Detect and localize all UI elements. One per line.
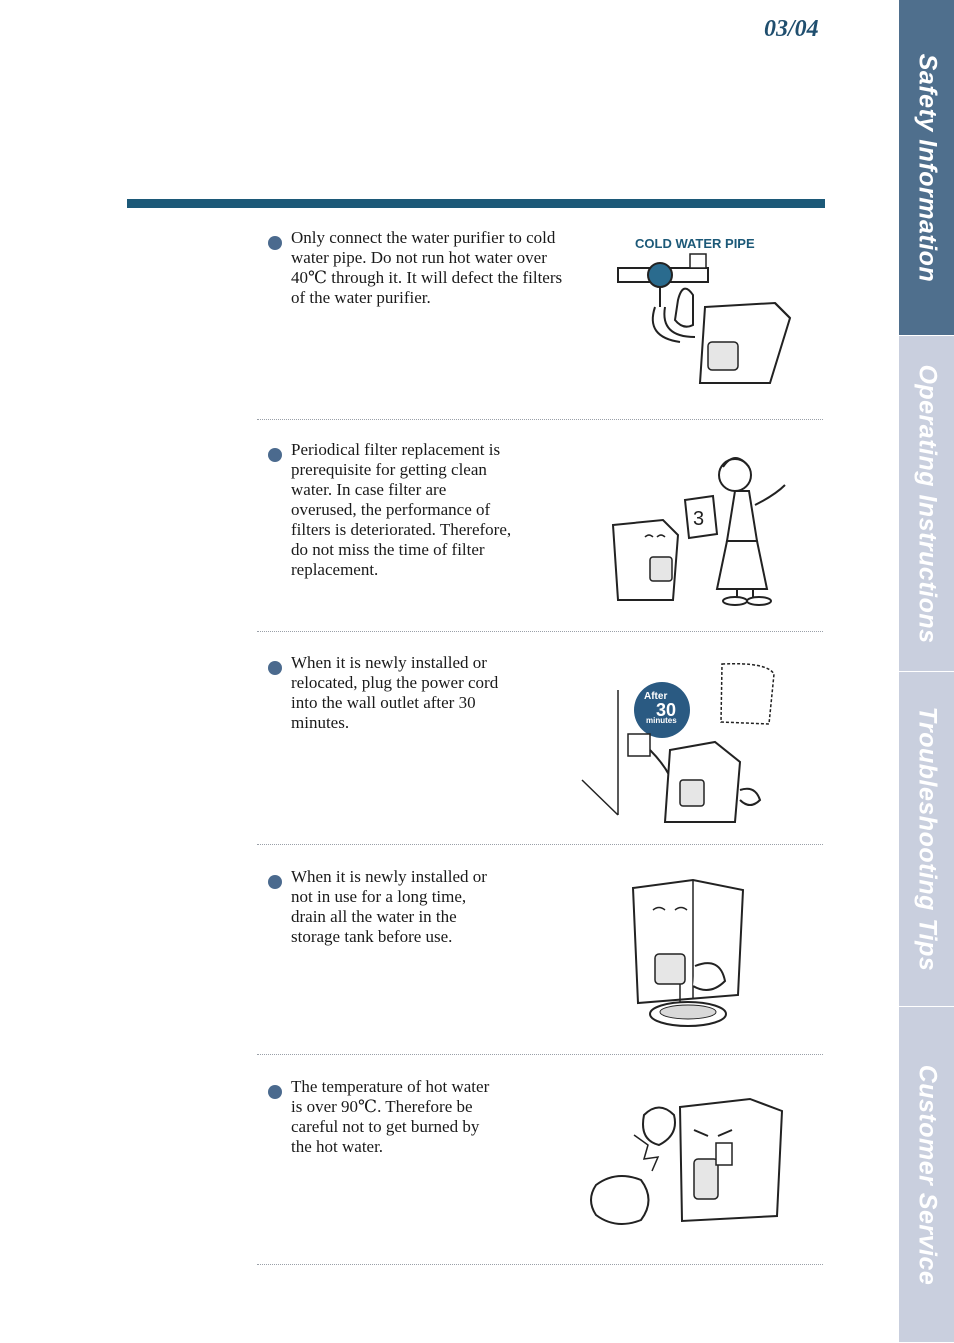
tab-customer-service[interactable] bbox=[899, 1007, 954, 1343]
tab-label: Operating Instructions bbox=[913, 363, 941, 644]
bullet-icon bbox=[268, 1085, 282, 1099]
illustration-label: COLD WATER PIPE bbox=[635, 236, 755, 251]
section-divider bbox=[257, 844, 823, 845]
safety-text: Periodical filter replacement is prerequisite for getting clean water. In case filter are overused, the performance of filters is deteriorated. Therefore, do not miss the time of filter replacement. bbox=[291, 440, 512, 579]
cold-water-pipe-illustration bbox=[610, 232, 800, 402]
section-divider bbox=[257, 1054, 823, 1055]
power-cord-illustration bbox=[580, 660, 800, 830]
badge-number: 30 bbox=[656, 700, 677, 720]
tab-troubleshooting-tips[interactable] bbox=[899, 672, 954, 1007]
section-divider bbox=[257, 631, 823, 632]
section-divider bbox=[257, 419, 823, 420]
page-number: 03/04 bbox=[764, 16, 819, 42]
side-tabs bbox=[899, 0, 954, 1342]
tab-safety-information[interactable] bbox=[899, 0, 954, 336]
badge-minutes: minutes bbox=[646, 716, 677, 725]
safety-text: When it is newly installed or not in use for a long time, drain all the water in the storage tank before use. bbox=[291, 867, 487, 946]
filter-replacement-illustration bbox=[605, 445, 805, 610]
bullet-icon bbox=[268, 661, 282, 675]
bullet-icon bbox=[268, 448, 282, 462]
safety-text: When it is newly installed or relocated, plug the power cord into the wall outlet after 30 minutes. bbox=[291, 653, 499, 732]
calendar-number: 3 bbox=[693, 508, 705, 530]
tab-operating-instructions[interactable] bbox=[899, 336, 954, 672]
safety-text: The temperature of hot water is over 90℃. Therefore be careful not to get burned by the hot water. bbox=[291, 1077, 490, 1156]
tab-label: Customer Service bbox=[913, 1064, 941, 1285]
section-divider bbox=[257, 1264, 823, 1265]
bullet-icon bbox=[268, 875, 282, 889]
tab-label: Troubleshooting Tips bbox=[913, 706, 941, 972]
header-rule bbox=[127, 199, 825, 208]
tab-label: Safety Information bbox=[913, 53, 941, 282]
drain-water-illustration bbox=[625, 876, 755, 1036]
hot-water-illustration bbox=[582, 1095, 787, 1240]
safety-text: Only connect the water purifier to cold water pipe. Do not run hot water over 40℃ through it. It will defect the filters of the water purifier. bbox=[291, 228, 563, 307]
badge-after: After bbox=[644, 691, 668, 702]
bullet-icon bbox=[268, 236, 282, 250]
